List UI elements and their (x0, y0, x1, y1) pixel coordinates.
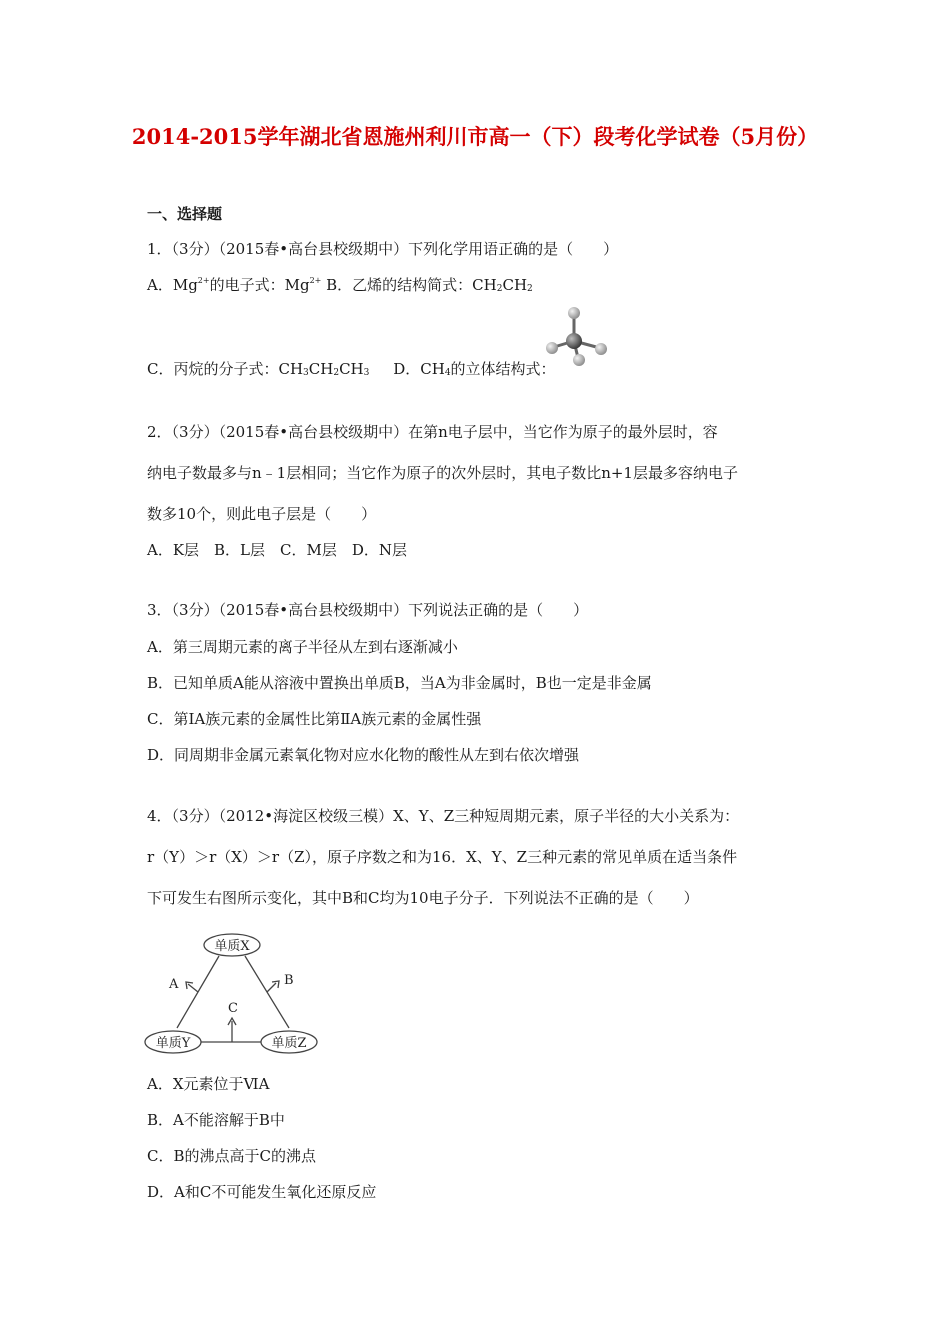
q1-stem: 1．（3分）（2015春•高台县校级期中）下列化学用语正确的是（ ） (147, 240, 619, 258)
q2-options: A．K层 B．L层 C．M层 D．N层 (147, 541, 408, 559)
q3-option-b: B．已知单质A能从溶液中置换出单质B，当A为非金属时，B也一定是非金属 (147, 674, 652, 692)
q4-line2: r（Y）＞r（X）＞r（Z），原子序数之和为16．X、Y、Z三种元素的常见单质在适当条件 (147, 848, 738, 866)
q4-option-a: A．X元素位于ⅥA (147, 1075, 270, 1093)
methane-model-image (540, 303, 615, 373)
q1-options-ab: A．$Mg^{2+}$的电子式：$Mg^{2+}$ B．乙烯的结构简式：$CH_2CH_2$ (147, 276, 533, 294)
arrow-b (267, 983, 276, 992)
q4-option-d: D．A和C不可能发生氧化还原反应 (147, 1183, 377, 1201)
reaction-diagram (142, 928, 327, 1058)
q4-line1: 4．（3分）（2012•海淀区校级三模）X、Y、Z三种短周期元素，原子半径的大小关系为： (147, 807, 740, 825)
q4-option-c: C．B的沸点高于C的沸点 (147, 1147, 316, 1165)
q2-line1: 2．（3分）（2015春•高台县校级期中）在第n电子层中，当它作为原子的最外层时，容 (147, 423, 718, 441)
q2-line3: 数多10个，则此电子层是（ ） (147, 505, 377, 523)
q3-stem: 3．（3分）（2015春•高台县校级期中）下列说法正确的是（ ） (147, 601, 589, 619)
section-heading: 一、选择题 (147, 205, 223, 223)
label-c: C (228, 1001, 238, 1016)
q3-option-c: C．第ⅠA族元素的金属性比第ⅡA族元素的金属性强 (147, 710, 482, 728)
q4-line3: 下可发生右图所示变化，其中B和C均为10电子分子．下列说法不正确的是（ ） (147, 889, 699, 907)
q3-option-a: A．第三周期元素的离子半径从左到右逐渐减小 (147, 638, 458, 656)
label-b: B (284, 973, 294, 988)
arrow-a (188, 984, 198, 992)
q4-option-b: B．A不能溶解于B中 (147, 1111, 285, 1129)
node-y-label: 单质Y (155, 1036, 191, 1051)
page-title: 2014-2015学年湖北省恩施州利川市高一（下）段考化学试卷（5月份） (131, 124, 819, 149)
label-a: A (169, 977, 179, 992)
node-x-label: 单质X (214, 939, 250, 954)
q1-options-cd: C．丙烷的分子式：$CH_3CH_2CH_3$ D．$CH_4$的立体结构式： (147, 360, 556, 378)
q2-line2: 纳电子数最多与n﹣1层相同；当它作为原子的次外层时，其电子数比n+1层最多容纳电子 (147, 464, 738, 482)
node-z-label: 单质Z (271, 1036, 307, 1051)
q3-option-d: D．同周期非金属元素氧化物对应水化物的酸性从左到右依次增强 (147, 746, 580, 764)
